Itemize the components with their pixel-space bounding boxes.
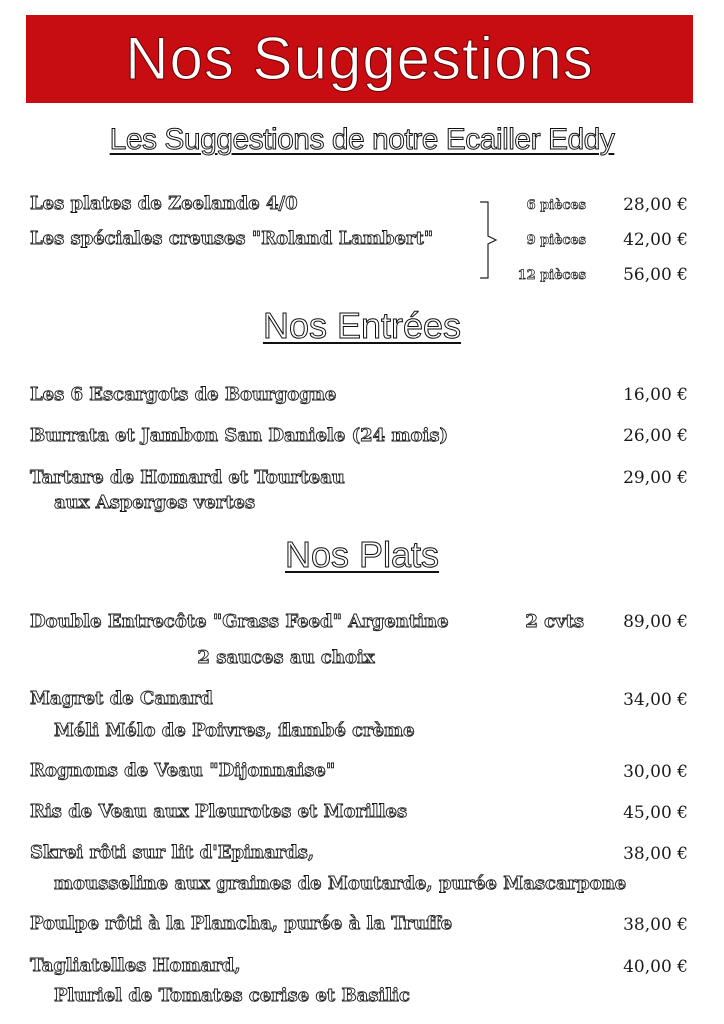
plat-item-5-description: mousseline aux graines de Moutarde, purée Mascarpone — [54, 873, 627, 894]
plat-item-5: Skrei rôti sur lit d'Epinards, — [30, 842, 315, 863]
oyster-item-2: Les spéciales creuses "Roland Lambert" — [30, 228, 434, 249]
plats-section-title-text: Nos Plats — [284, 534, 440, 575]
entree-item-1: Les 6 Escargots de Bourgogne — [30, 384, 337, 405]
plat-item-2-description: Méli Mélo de Poivres, flambé crème — [54, 720, 415, 741]
plat-price-7: 40,00 € — [623, 957, 688, 977]
entree-item-3: Tartare de Homard et Tourteau — [30, 467, 345, 488]
plat-item-7-description: Pluriel de Tomates cerise et Basilic — [54, 985, 410, 1006]
title-banner — [26, 15, 693, 103]
plat-item-2: Magret de Canard — [30, 688, 213, 709]
oyster-qty-3: 12 pièces — [517, 268, 586, 283]
oyster-qty-1: 6 pièces — [526, 198, 586, 213]
plat-price-3: 30,00 € — [623, 762, 688, 782]
plat-item-1-covers: 2 cvts — [525, 611, 584, 632]
entree-price-1: 16,00 € — [623, 385, 688, 405]
oyster-price-3: 56,00 € — [623, 265, 688, 285]
plat-price-2: 34,00 € — [623, 690, 688, 710]
entree-price-3: 29,00 € — [623, 468, 688, 488]
oyster-price-1: 28,00 € — [623, 195, 688, 215]
plat-item-4: Ris de Veau aux Pleurotes et Morilles — [30, 801, 408, 822]
oyster-section-title — [0, 122, 724, 158]
plat-price-1: 89,00 € — [623, 612, 688, 632]
entrees-section-title — [0, 305, 724, 347]
page-title: Nos Suggestions — [125, 25, 594, 92]
oyster-section-title-text: Les Suggestions de notre Ecailler Eddy — [109, 123, 615, 156]
entree-price-2: 26,00 € — [623, 426, 688, 446]
plat-item-3: Rognons de Veau "Dijonnaise" — [30, 760, 336, 781]
plat-item-1: Double Entrecôte "Grass Feed" Argentine — [30, 611, 449, 632]
entree-item-3-description: aux Asperges vertes — [54, 492, 256, 513]
plat-item-6: Poulpe rôti à la Plancha, purée à la Truffe — [30, 913, 453, 934]
oyster-price-2: 42,00 € — [623, 230, 688, 250]
plat-item-7: Tagliatelles Homard, — [30, 955, 241, 976]
entree-item-2: Burrata et Jambon San Daniele (24 mois) — [30, 425, 448, 446]
plat-price-4: 45,00 € — [623, 803, 688, 823]
plat-price-5: 38,00 € — [623, 844, 688, 864]
grouping-brace — [478, 200, 502, 280]
entrees-section-title-text: Nos Entrées — [262, 305, 462, 346]
plats-section-title — [0, 534, 724, 576]
plat-price-6: 38,00 € — [623, 915, 688, 935]
plat-item-1-note: 2 sauces au choix — [197, 647, 375, 668]
oyster-item-1: Les plates de Zeelande 4/0 — [30, 193, 298, 214]
oyster-qty-2: 9 pièces — [526, 233, 586, 248]
